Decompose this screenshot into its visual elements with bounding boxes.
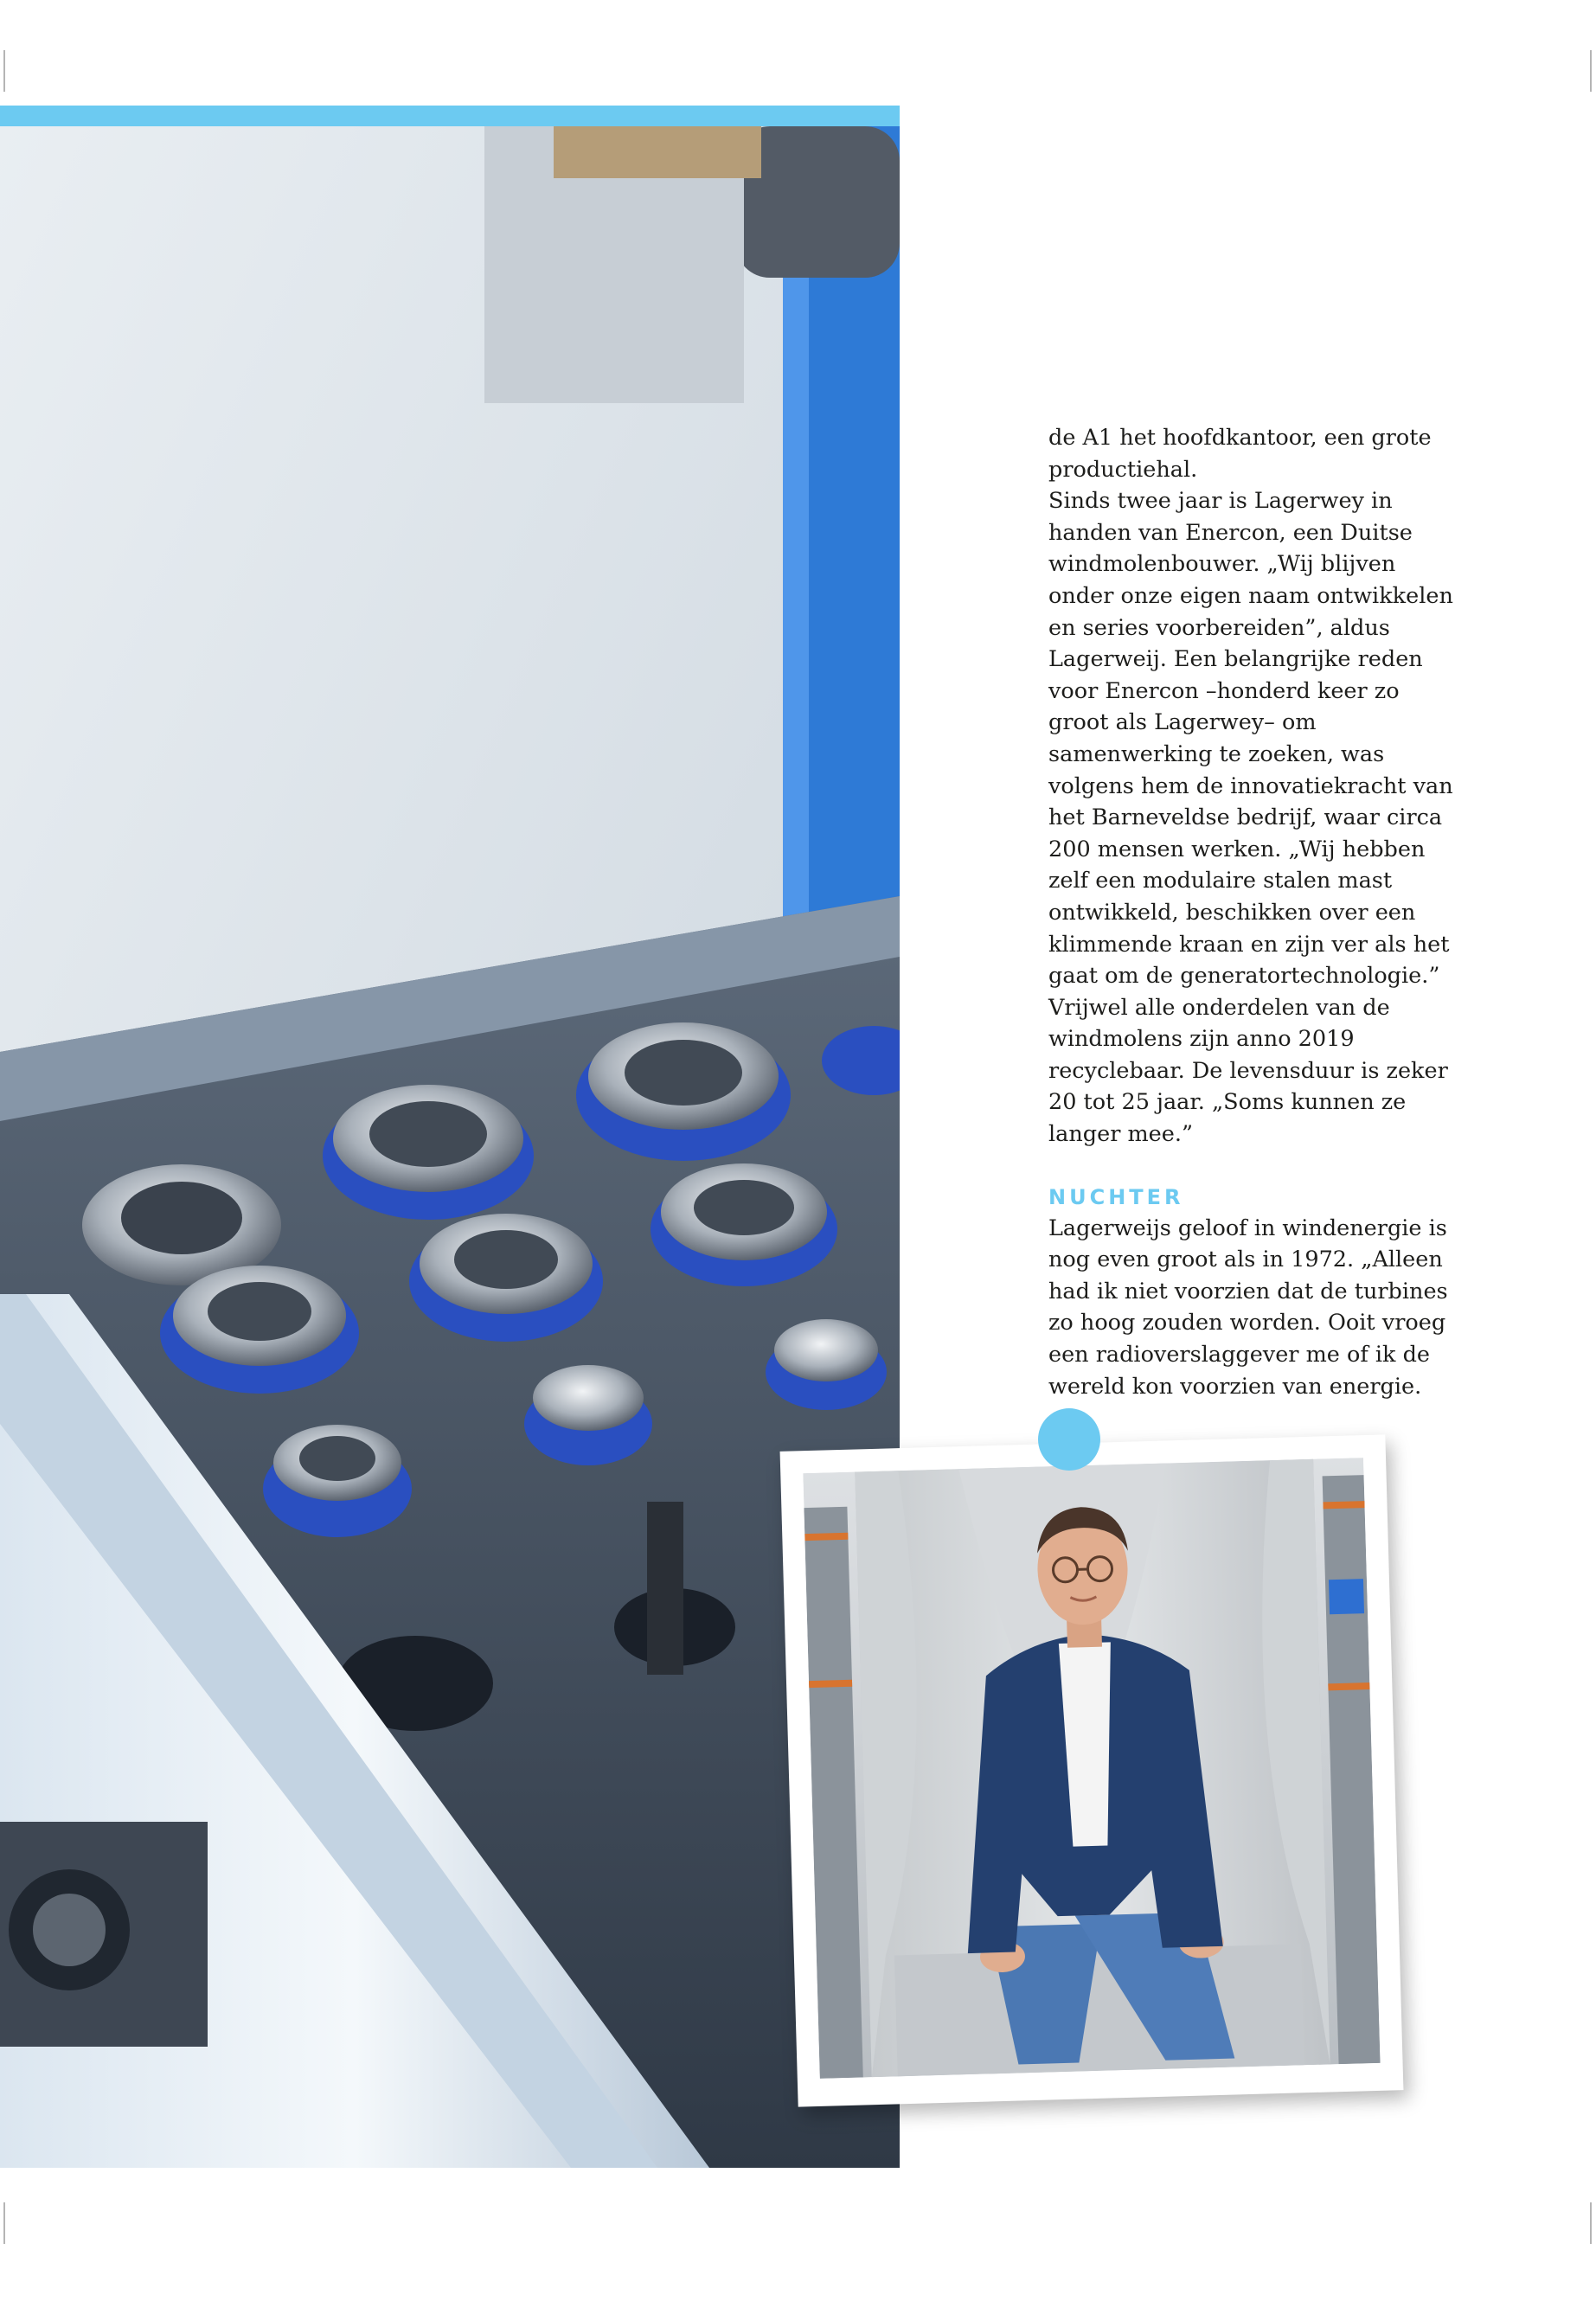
toolbox-photo <box>0 126 900 2168</box>
crop-mark-top-left <box>3 50 5 92</box>
portrait-photo <box>803 1458 1380 2079</box>
article-column <box>1048 422 1464 1402</box>
section-subhead: NUCHTER <box>1048 1184 1184 1209</box>
crop-mark-bottom-left <box>3 2202 5 2244</box>
top-accent-bar <box>0 106 900 126</box>
pin-dot <box>1038 1408 1100 1471</box>
article-paragraph: Lagerweijs geloof in windenergie is nog even groot als in 1972. „Alleen had ik niet voorzien dat de turbines zo hoog zouden worden. Ooit vroeg een radioverslaggever me of ik de wereld kon voorzien van energie. <box>1048 1215 1448 1400</box>
portrait-photo-frame <box>780 1434 1404 2106</box>
article-paragraph: de A1 het hoofdkantoor, een grote productiehal. <box>1048 425 1432 483</box>
crop-mark-bottom-right <box>1590 2202 1592 2244</box>
article-paragraph: Sinds twee jaar is Lagerwey in handen van Enercon, een Duitse windmolenbouwer. „Wij blijven onder onze eigen naam ontwikkelen en series voorbereiden”, aldus Lagerweij. Een belangrijke reden voor Enercon –honderd keer zo groot als Lagerwey– om samenwerking te zoeken, was volgens hem de innovatiekracht van het Barneveldse bedrijf, waar circa 200 mensen werken. „Wij hebben zelf een modulaire stalen mast ontwikkeld, beschikken over een klimmende kraan en zijn ver als het gaat om de generatortechnologie.” Vrijwel alle onderdelen van de windmolens zijn anno 2019 recyclebaar. De levensduur is zeker 20 tot 25 jaar. „Soms kunnen ze langer mee.” <box>1048 488 1453 1148</box>
crop-mark-top-right <box>1590 50 1592 92</box>
